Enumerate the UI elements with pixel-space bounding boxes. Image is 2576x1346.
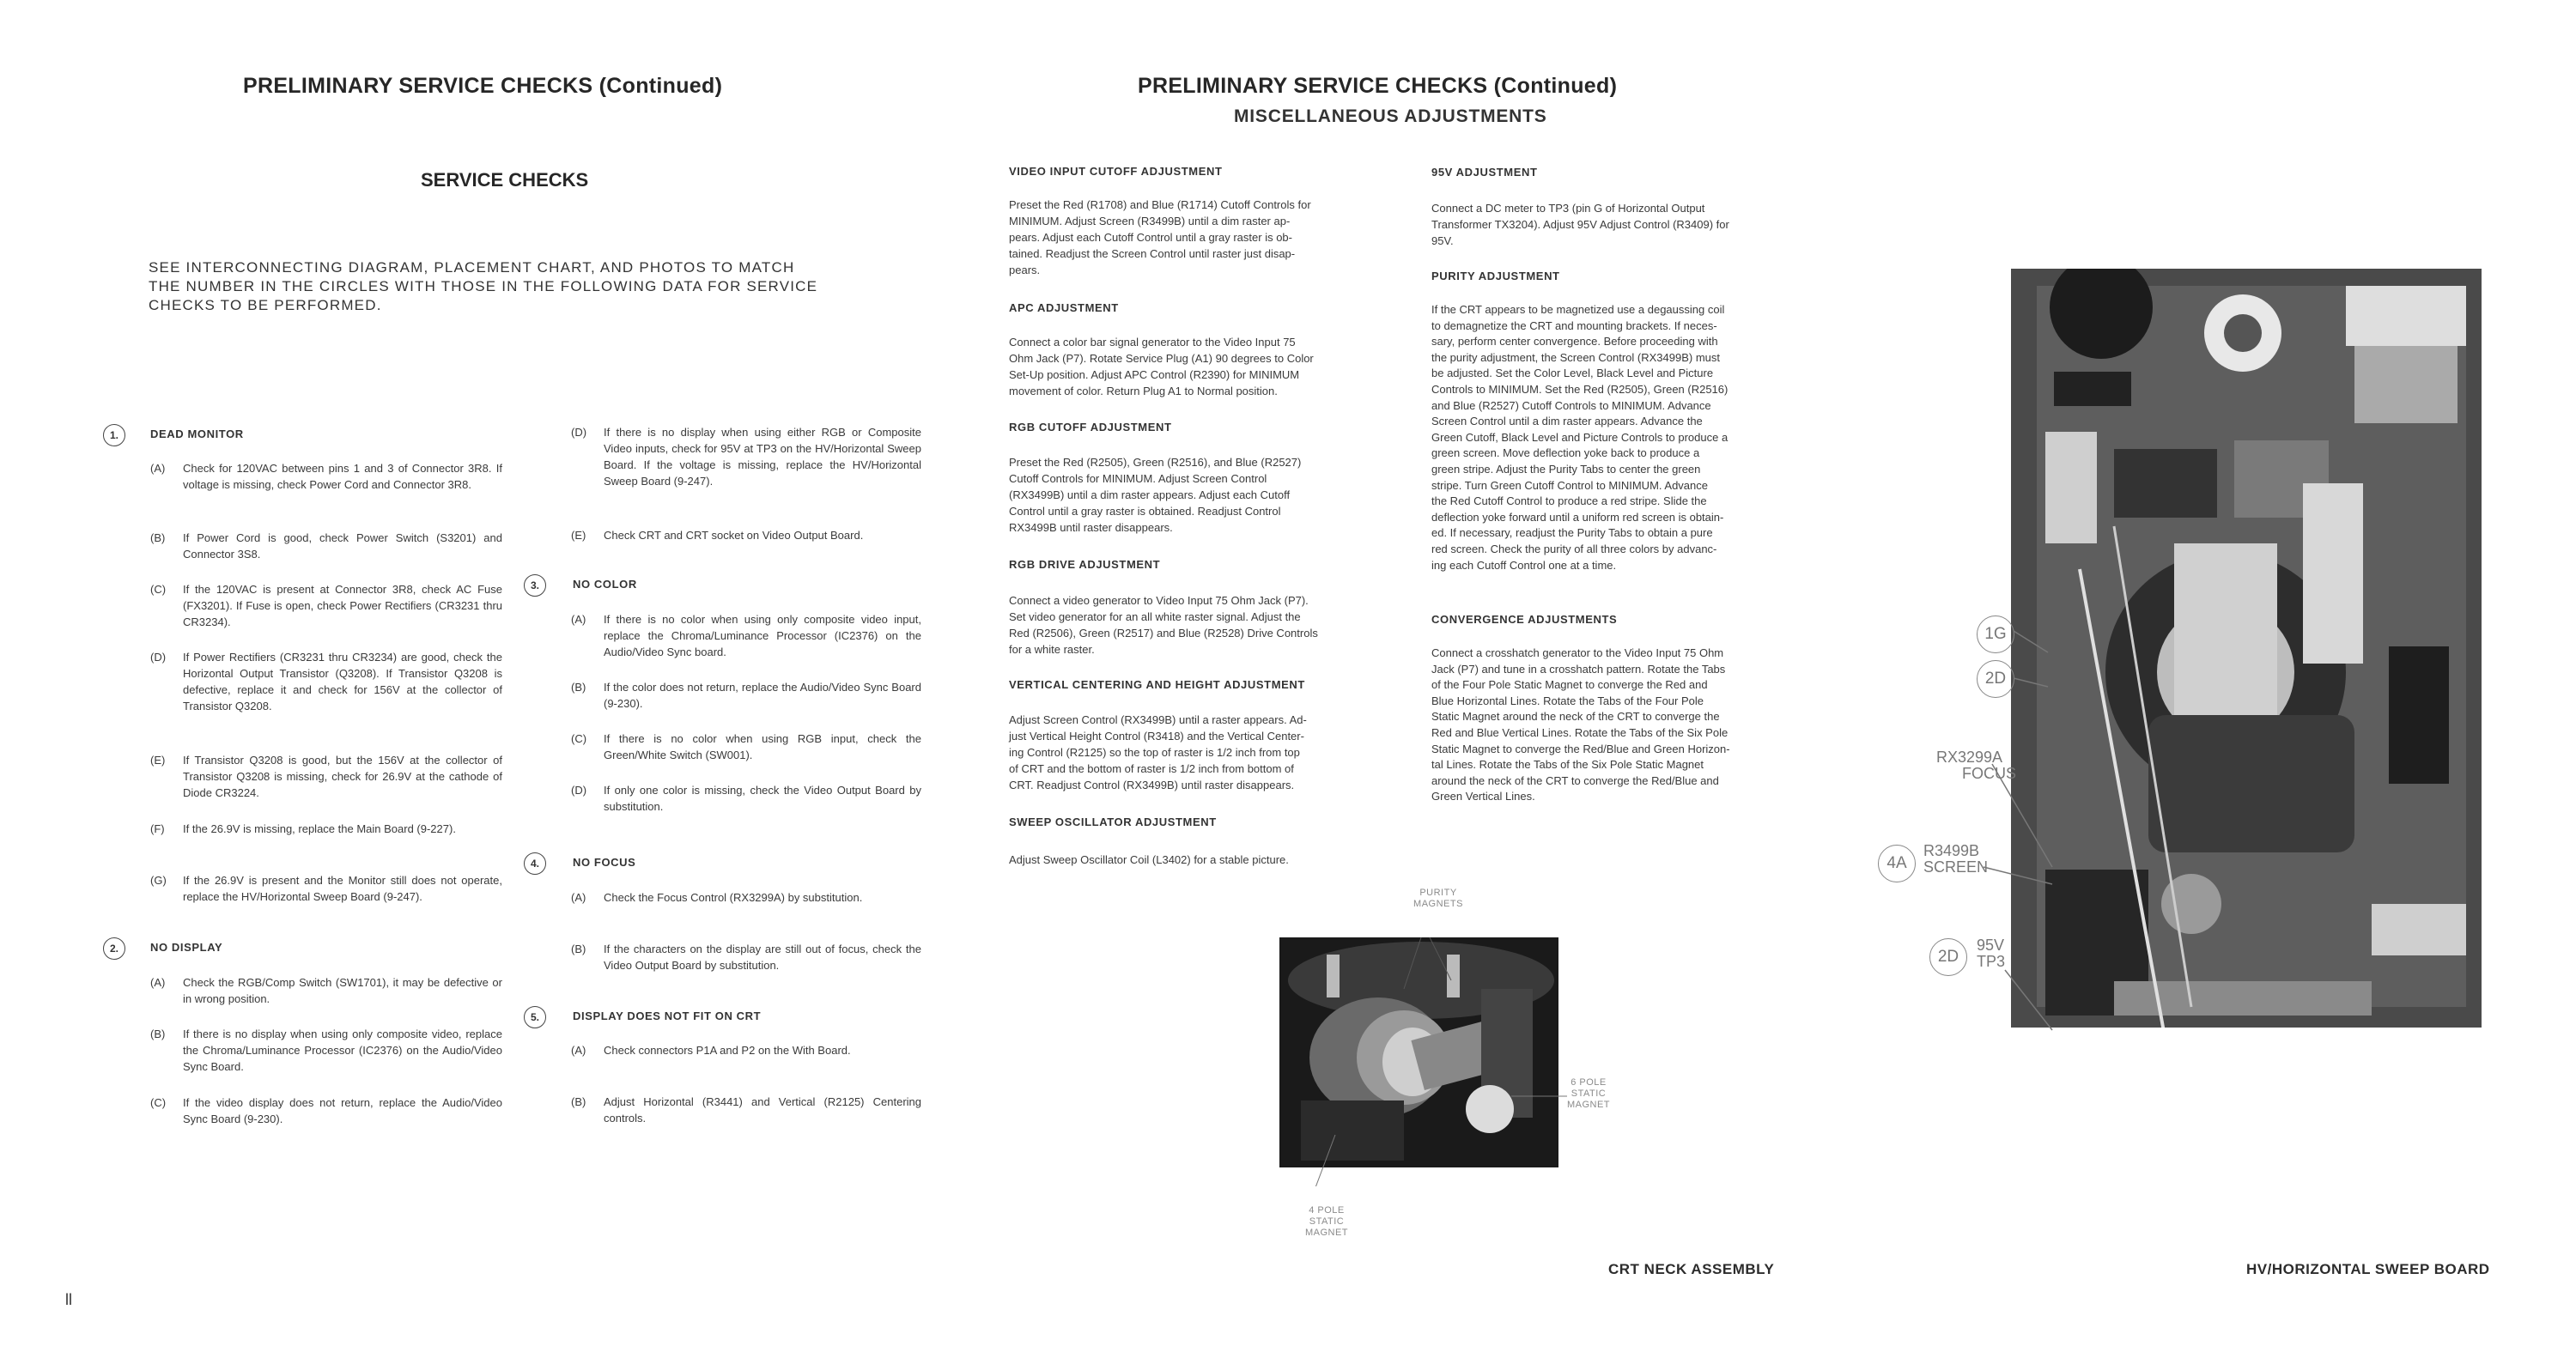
section-number-circle: 5. <box>524 1006 546 1028</box>
adjustment-title: RGB DRIVE ADJUSTMENT <box>1009 558 1161 571</box>
text-line: CRT. Readjust Control (RX3499B) until raster disappears. <box>1009 779 1295 791</box>
text-line: Cutoff Controls for MINIMUM. Adjust Screen Control <box>1009 472 1267 485</box>
section-number-circle: 3. <box>524 574 546 597</box>
section-title: DISPLAY DOES NOT FIT ON CRT <box>573 1010 762 1022</box>
text-line: Preset the Red (R2505), Green (R2516), and Blue (R2527) <box>1009 456 1302 469</box>
text-line: tal Lines. Rotate the Tabs of the Six Pole Static Magnet <box>1431 758 1704 772</box>
callout-text: R3499B <box>1923 842 1980 859</box>
section-number-circle: 2. <box>103 937 125 960</box>
text-line: movement of color. Return Plug A1 to Normal position. <box>1009 385 1278 397</box>
check-item <box>571 611 921 663</box>
text-line: RX3499B until raster disappears. <box>1009 521 1173 534</box>
check-label: (B) <box>571 681 586 694</box>
adjustment-text <box>1009 712 1400 793</box>
label-line: STATIC <box>1571 1088 1607 1099</box>
check-item <box>150 460 502 512</box>
check-item <box>571 941 921 992</box>
section-title: NO DISPLAY <box>150 941 223 954</box>
check-text: If Power Rectifiers (CR3231 thru CR3234) are good, check the Horizontal Output Transistor (Q3208). If Transistor Q3208 is defective, replace it and check for 156V at the collector of Transistor Q3208. <box>183 651 502 712</box>
adjustment-text <box>1009 454 1400 536</box>
text-line: Static Magnet around the neck of the CRT to converge the <box>1431 710 1720 724</box>
text-line: Screen Control until a dim raster appears. Advance the <box>1431 415 1703 428</box>
callout-text: FOCUS <box>1962 765 2016 782</box>
check-label: (D) <box>150 651 167 664</box>
four-pole-magnet-label <box>1301 1205 1352 1239</box>
text-line: stripe. Turn Green Cutoff Control to MINIMUM. Advance <box>1431 478 1708 492</box>
section-title: DEAD MONITOR <box>150 427 244 440</box>
text-line: to demagnetize the CRT and mounting brackets. If neces- <box>1431 318 1717 332</box>
check-label: (A) <box>150 976 166 989</box>
text-line: 95V. <box>1431 234 1454 247</box>
check-text: Check the Focus Control (RX3299A) by substitution. <box>604 891 863 904</box>
page-number: ll <box>65 1291 72 1308</box>
check-text: Check connectors P1A and P2 on the With Board. <box>604 1044 851 1057</box>
check-item <box>571 679 921 713</box>
check-label: (A) <box>571 1044 586 1057</box>
check-label: (E) <box>150 754 166 767</box>
adjustment-text <box>1431 302 1822 573</box>
check-text: If there is no color when using only composite video input, replace the Chroma/Luminance Processor (IC2376) on the Audio/Video Sync board. <box>604 613 921 658</box>
check-text: Adjust Horizontal (R3441) and Vertical (R2125) Centering controls. <box>604 1095 921 1125</box>
purity-magnets-label <box>1413 888 1464 910</box>
service-checks-title: SERVICE CHECKS <box>421 169 589 191</box>
check-text: If there is no display when using only composite video, replace the Chroma/Luminance Processor (IC2376) on the Audio/Video Sync Board. <box>183 1028 502 1073</box>
check-item <box>150 872 502 924</box>
intro-line: THE NUMBER IN THE CIRCLES WITH THOSE IN THE FOLLOWING DATA FOR SERVICE <box>149 278 818 294</box>
check-label: (D) <box>571 784 587 797</box>
intro-paragraph <box>149 258 904 315</box>
text-line: ed. If necessary, readjust the Purity Tabs to obtain a pure <box>1431 526 1713 540</box>
adjustment-text <box>1431 646 1822 805</box>
crt-neck-caption: CRT NECK ASSEMBLY <box>1608 1261 1775 1277</box>
check-text: If there is no color when using RGB input, check the Green/White Switch (SW001). <box>604 732 921 761</box>
check-label: (C) <box>150 1096 167 1109</box>
check-text: Check the RGB/Comp Switch (SW1701), it may be defective or in wrong position. <box>183 976 502 1005</box>
text-line: Controls to MINIMUM. Set the Red (R2505), Green (R2516) <box>1431 382 1728 396</box>
callout-leader-lines <box>1846 601 2104 1047</box>
check-item <box>150 821 502 855</box>
text-line: If the CRT appears to be magnetized use a degaussing coil <box>1431 303 1725 316</box>
text-line: sary, perform center convergence. Before proceeding with <box>1431 335 1718 349</box>
text-line: pears. Adjust each Cutoff Control until a gray raster is ob- <box>1009 231 1292 244</box>
label-line: MAGNETS <box>1413 899 1463 909</box>
section-title: NO COLOR <box>573 578 637 591</box>
text-line: Connect a crosshatch generator to the Video Input 75 Ohm <box>1431 646 1724 659</box>
text-line: Blue Horizontal Lines. Rotate the Tabs of the Four Pole <box>1431 694 1704 707</box>
text-line: Green Cutoff, Black Level and Picture Controls to produce a <box>1431 430 1728 444</box>
text-line: Jack (P7) and tune in a crosshatch pattern. Rotate the Tabs <box>1431 662 1726 676</box>
check-item <box>150 1094 502 1129</box>
text-line: Ohm Jack (P7). Rotate Service Plug (A1) 90 degrees to Color <box>1009 352 1314 365</box>
callout-circle: 1G <box>1977 615 2014 653</box>
text-line: green screen. Move deflection yoke back to produce a <box>1431 446 1700 460</box>
check-text: If there is no display when using either RGB or Composite Video inputs, check for 95V at TP3 on the HV/Horizontal Sweep Board. If the voltage is missing, replace the HV/Horizontal Sweep Board (9-247). <box>604 426 921 488</box>
hv-board-caption: HV/HORIZONTAL SWEEP BOARD <box>2246 1261 2490 1277</box>
check-text: Check CRT and CRT socket on Video Output Board. <box>604 529 864 542</box>
text-line: the purity adjustment, the Screen Control (RX3499B) must <box>1431 350 1720 364</box>
text-line: Green Vertical Lines. <box>1431 790 1535 803</box>
check-item <box>571 1094 921 1128</box>
check-label: (B) <box>571 1095 586 1108</box>
check-text: If the 26.9V is missing, replace the Main Board (9-227). <box>183 822 456 835</box>
text-line: the Red Cutoff Control to produce a red stripe. Slide the <box>1431 494 1707 508</box>
label-line: STATIC <box>1309 1216 1345 1227</box>
text-line: ing Control (R2125) so the top of raster is 1/2 inch from top <box>1009 746 1300 759</box>
text-line: and Blue (R2527) Cutoff Controls to MINIMUM. Advance <box>1431 398 1711 412</box>
check-label: (G) <box>150 874 167 887</box>
text-line: green stripe. Adjust the Purity Tabs to center the green <box>1431 462 1701 476</box>
check-text: If the color does not return, replace the Audio/Video Sync Board (9-230). <box>604 681 921 710</box>
check-item <box>571 527 921 561</box>
intro-line: CHECKS TO BE PERFORMED. <box>149 297 382 313</box>
check-item <box>571 782 921 816</box>
check-text: If the 26.9V is present and the Monitor still does not operate, replace the HV/Horizontal Sweep Board (9-247). <box>183 874 502 903</box>
adjustment-title: RGB CUTOFF ADJUSTMENT <box>1009 421 1172 434</box>
check-text: If Power Cord is good, check Power Switch (S3201) and Connector 3S8. <box>183 531 502 561</box>
text-line: for a white raster. <box>1009 643 1095 656</box>
text-line: of CRT and the bottom of raster is 1/2 inch from bottom of <box>1009 762 1294 775</box>
check-label: (A) <box>571 891 586 904</box>
text-line: Red (R2506), Green (R2517) and Blue (R2528) Drive Controls <box>1009 627 1318 640</box>
text-line: Connect a color bar signal generator to the Video Input 75 <box>1009 336 1296 349</box>
text-line: ing each Cutoff Control one at a time. <box>1431 558 1617 572</box>
check-label: (B) <box>150 531 166 544</box>
text-line: Preset the Red (R1708) and Blue (R1714) Cutoff Controls for <box>1009 198 1311 211</box>
crt-neck-assembly-photo <box>1275 929 1601 1186</box>
text-line: just Vertical Height Control (R3418) and the Vertical Center- <box>1009 730 1304 743</box>
check-label: (A) <box>571 613 586 626</box>
text-line: red screen. Check the purity of all three colors by advanc- <box>1431 542 1717 555</box>
check-item <box>150 752 502 803</box>
label-line: 6 POLE <box>1571 1077 1607 1088</box>
adjustment-title: SWEEP OSCILLATOR ADJUSTMENT <box>1009 815 1217 828</box>
check-item <box>150 1026 502 1077</box>
label-line: MAGNET <box>1566 1100 1611 1110</box>
check-label: (B) <box>571 943 586 955</box>
text-line: Static Magnet to converge the Red/Blue and Green Horizon- <box>1431 742 1730 755</box>
callout-circle: 2D <box>1929 938 1967 976</box>
adjustment-title: 95V ADJUSTMENT <box>1431 166 1538 179</box>
adjustment-title: CONVERGENCE ADJUSTMENTS <box>1431 613 1618 626</box>
text-line: around the neck of the CRT to converge the Red/Blue and <box>1431 773 1719 787</box>
adjustment-title: PURITY ADJUSTMENT <box>1431 270 1560 282</box>
check-text: If the characters on the display are still out of focus, check the Video Output Board by substitution. <box>604 943 921 972</box>
check-item <box>571 889 921 924</box>
section-number-circle: 1. <box>103 424 125 446</box>
text-line: Adjust Sweep Oscillator Coil (L3402) for a stable picture. <box>1009 853 1289 866</box>
label-line: MAGNET <box>1304 1228 1349 1238</box>
adjustment-title: VIDEO INPUT CUTOFF ADJUSTMENT <box>1009 165 1223 178</box>
check-label: (F) <box>150 822 165 835</box>
check-item <box>571 424 921 493</box>
check-item <box>150 530 502 564</box>
six-pole-magnet-label <box>1563 1077 1614 1111</box>
text-line: deflection yoke forward until a uniform red screen is obtain- <box>1431 510 1724 524</box>
callout-text: SCREEN <box>1923 858 1989 876</box>
text-line: Red and Blue Vertical Lines. Rotate the Tabs of the Six Pole <box>1431 725 1728 739</box>
check-text: If Transistor Q3208 is good, but the 156V at the collector of Transistor Q3208 is missing, check for 26.9V at the cathode of Diode CR3224. <box>183 754 502 799</box>
callout-text: 95V <box>1977 937 2005 954</box>
section-number-circle: 4. <box>524 852 546 875</box>
check-item <box>150 649 502 718</box>
check-item <box>571 1042 921 1076</box>
text-line: (RX3499B) until a dim raster appears. Adjust each Cutoff <box>1009 488 1291 501</box>
adjustment-title: VERTICAL CENTERING AND HEIGHT ADJUSTMENT <box>1009 678 1305 691</box>
callout-circle: 2D <box>1977 660 2014 698</box>
text-line: tained. Readjust the Screen Control until raster just disap- <box>1009 247 1296 260</box>
adjustment-text <box>1009 334 1400 399</box>
callout-text: TP3 <box>1977 953 2006 970</box>
text-line: Set video generator for an all white raster signal. Adjust the <box>1009 610 1301 623</box>
callout-text: RX3299A <box>1936 749 2003 766</box>
intro-line: SEE INTERCONNECTING DIAGRAM, PLACEMENT CHART, AND PHOTOS TO MATCH <box>149 259 795 276</box>
check-item <box>150 974 502 1009</box>
right-page-subheader: MISCELLANEOUS ADJUSTMENTS <box>1234 106 1547 126</box>
adjustment-title: APC ADJUSTMENT <box>1009 301 1119 314</box>
section-title: NO FOCUS <box>573 856 636 869</box>
text-line: Adjust Screen Control (RX3499B) until a raster appears. Ad- <box>1009 713 1307 726</box>
text-line: Connect a DC meter to TP3 (pin G of Horizontal Output <box>1431 202 1705 215</box>
text-line: pears. <box>1009 264 1041 276</box>
text-line: Connect a video generator to Video Input 75 Ohm Jack (P7). <box>1009 594 1309 607</box>
text-line: MINIMUM. Adjust Screen (R3499B) until a dim raster ap- <box>1009 215 1291 227</box>
adjustment-text <box>1009 197 1400 278</box>
left-page-header: PRELIMINARY SERVICE CHECKS (Continued) <box>243 74 723 98</box>
right-page-header: PRELIMINARY SERVICE CHECKS (Continued) <box>1138 74 1618 98</box>
callout-circle: 4A <box>1878 845 1916 882</box>
check-text: If only one color is missing, check the Video Output Board by substitution. <box>604 784 921 813</box>
check-item <box>571 731 921 765</box>
label-line: PURITY <box>1419 888 1457 898</box>
text-line: of the Four Pole Static Magnet to converge the Red and <box>1431 678 1708 692</box>
check-text: Check for 120VAC between pins 1 and 3 of Connector 3R8. If voltage is missing, check Power Cord and Connector 3R8. <box>183 462 502 491</box>
text-line: be adjusted. Set the Color Level, Black Level and Picture <box>1431 367 1714 380</box>
check-label: (D) <box>571 426 587 439</box>
check-label: (B) <box>150 1028 166 1040</box>
label-line: 4 POLE <box>1309 1205 1345 1216</box>
check-text: If the 120VAC is present at Connector 3R8, check AC Fuse (FX3201). If Fuse is open, check Power Rectifiers (CR3231 thru CR3234). <box>183 583 502 628</box>
check-label: (C) <box>571 732 587 745</box>
check-label: (C) <box>150 583 167 596</box>
check-item <box>150 581 502 633</box>
text-line: Set-Up position. Adjust APC Control (R2390) for MINIMUM <box>1009 368 1300 381</box>
adjustment-text <box>1009 592 1400 658</box>
check-text: If the video display does not return, replace the Audio/Video Sync Board (9-230). <box>183 1096 502 1125</box>
text-line: Control until a gray raster is obtained. Readjust Control <box>1009 505 1281 518</box>
check-label: (A) <box>150 462 166 475</box>
check-label: (E) <box>571 529 586 542</box>
adjustment-text <box>1431 200 1822 249</box>
adjustment-text <box>1009 852 1400 868</box>
text-line: Transformer TX3204). Adjust 95V Adjust Control (R3409) for <box>1431 218 1729 231</box>
